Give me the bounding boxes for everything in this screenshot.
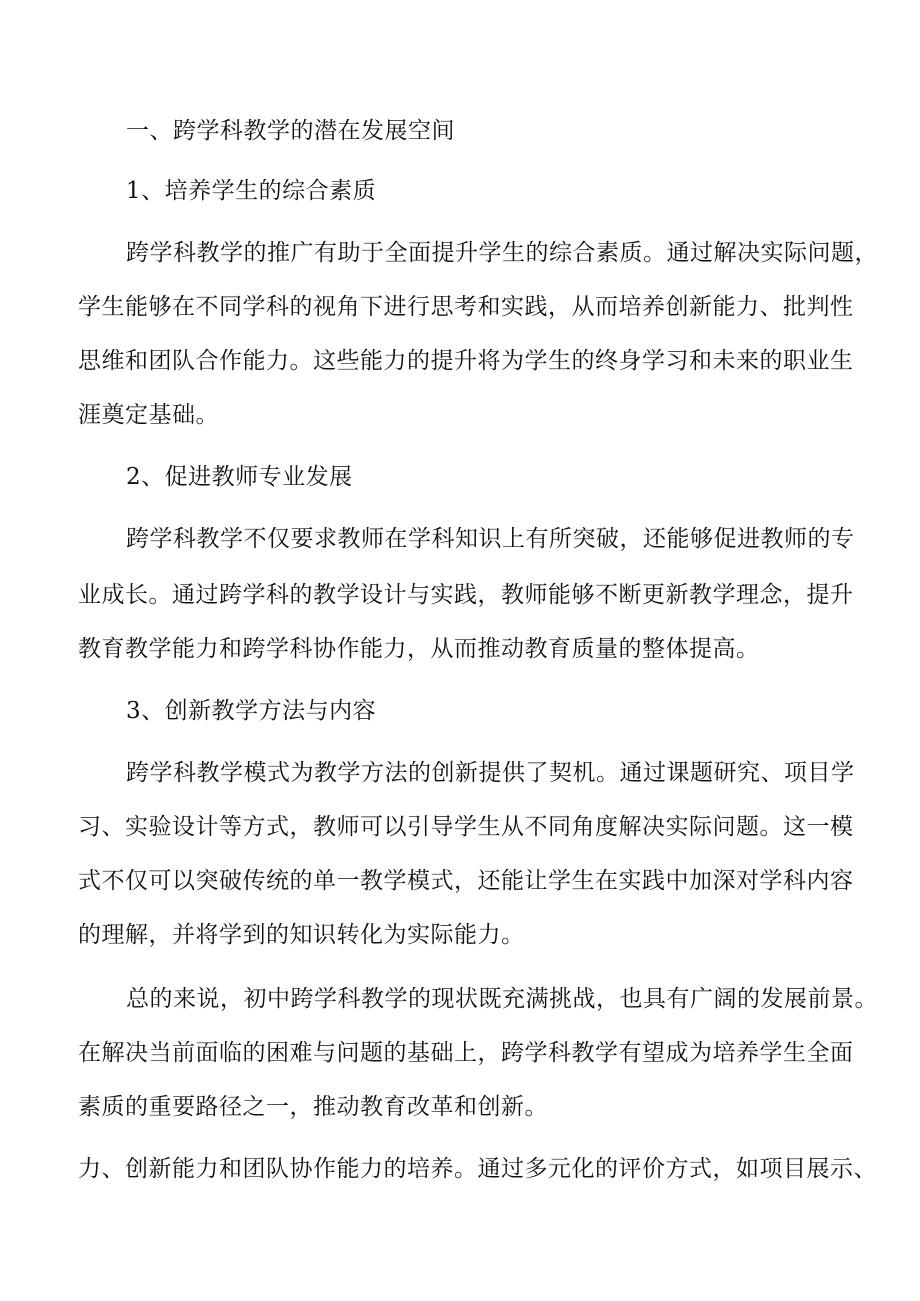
paragraph-4-line-1: 总的来说，初中跨学科教学的现状既充满挑战，也具有广阔的发展前景。 — [126, 986, 878, 1012]
subsection-heading-3: 3、创新教学方法与内容 — [126, 698, 377, 724]
paragraph-4-line-3: 素质的重要路径之一，推动教育改革和创新。 — [78, 1094, 548, 1120]
paragraph-2-line-1: 跨学科教学不仅要求教师在学科知识上有所突破，还能够促进教师的专 — [126, 526, 855, 552]
paragraph-1-line-1: 跨学科教学的推广有助于全面提升学生的综合素质。通过解决实际问题， — [126, 240, 878, 266]
paragraph-1-line-3: 思维和团队合作能力。这些能力的提升将为学生的终身学习和未来的职业生 — [78, 348, 854, 374]
paragraph-1-line-2: 学生能够在不同学科的视角下进行思考和实践，从而培养创新能力、批判性 — [78, 294, 854, 320]
subsection-heading-2: 2、促进教师专业发展 — [126, 464, 353, 490]
paragraph-2-line-2: 业成长。通过跨学科的教学设计与实践，教师能够不断更新教学理念，提升 — [78, 582, 854, 608]
paragraph-5-line-1: 力、创新能力和团队协作能力的培养。通过多元化的评价方式，如项目展示、 — [78, 1156, 877, 1182]
paragraph-4-line-2: 在解决当前面临的困难与问题的基础上，跨学科教学有望成为培养学生全面 — [78, 1040, 854, 1066]
paragraph-3-line-4: 的理解，并将学到的知识转化为实际能力。 — [78, 922, 525, 948]
subsection-heading-1: 1、培养学生的综合素质 — [126, 178, 377, 204]
paragraph-3-line-3: 式不仅可以突破传统的单一教学模式，还能让学生在实践中加深对学科内容 — [78, 868, 854, 894]
paragraph-1-line-4: 涯奠定基础。 — [78, 402, 219, 428]
paragraph-3-line-2: 习、实验设计等方式，教师可以引导学生从不同角度解决实际问题。这一模 — [78, 814, 854, 840]
paragraph-3-line-1: 跨学科教学模式为教学方法的创新提供了契机。通过课题研究、项目学 — [126, 760, 855, 786]
paragraph-2-line-3: 教育教学能力和跨学科协作能力，从而推动教育质量的整体提高。 — [78, 636, 760, 662]
section-heading: 一、跨学科教学的潜在发展空间 — [126, 118, 455, 144]
